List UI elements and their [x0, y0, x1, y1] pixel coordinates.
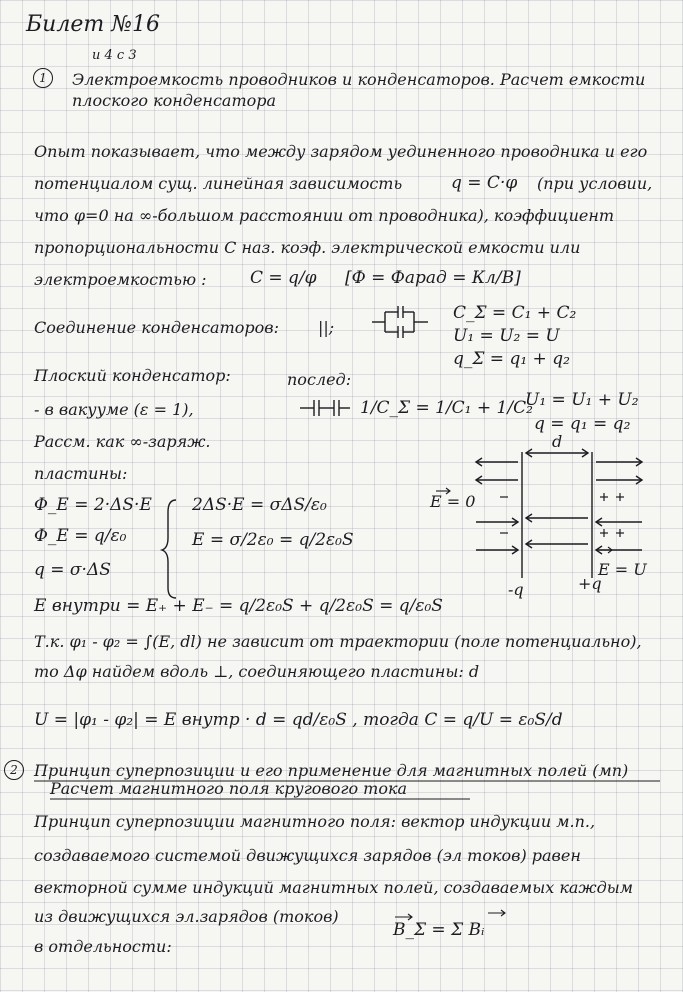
series-capacitor-icon [300, 400, 350, 416]
infinite-plates-line-1: Рассм. как ∞-заряж. [34, 432, 211, 451]
system-brace [162, 500, 176, 598]
positive-plate-label: +q [578, 574, 602, 593]
formula-farad-unit: [Ф = Фарад = Кл/В] [345, 268, 521, 288]
p1-line-5: электроемкостью : [34, 270, 207, 289]
p2-line-1: Т.к. φ₁ - φ₂ = ∫(E, dl) не зависит от траектории (поле потенциально), [34, 632, 642, 651]
formula-capacitance: C = q/φ [250, 268, 317, 288]
question-2-title-line-1: Принцип суперпозиции и его применение для магнитных полей (мп) [34, 761, 629, 780]
infinite-plates-line-2: пластины: [34, 464, 128, 483]
vacuum-note: - в вакууме (ε = 1), [34, 400, 194, 419]
ticket-title: Билет №16 [26, 12, 161, 37]
connection-label: Соединение конденсаторов: [34, 318, 279, 337]
p3-line-3: векторной сумме индукций магнитных полей, создаваемых каждым [34, 878, 634, 897]
question-2-number: 2 [4, 760, 24, 780]
plate-distance-label: d [552, 432, 563, 451]
field-inside-label: E = U [598, 560, 647, 579]
p3-line-2: создаваемого системой движущихся зарядов (эл токов) равен [34, 846, 581, 865]
series-voltage: U₁ = U₁ + U₂ [525, 390, 639, 410]
plate-charge-marks [500, 493, 624, 537]
parallel-capacitor-icon [372, 306, 428, 338]
p1-line-3: что φ=0 на ∞-большом расстоянии от проводника), коэффициент [34, 206, 615, 225]
p2-line-2: то Δφ найдем вдоль ⊥, соединяющего пластины: d [34, 662, 480, 681]
p1-line-4: пропорциональности C наз. коэф. электрической емкости или [34, 238, 581, 257]
parallel-capacitance: C_Σ = C₁ + C₂ [453, 303, 577, 323]
flat-capacitor-label: Плоский конденсатор: [34, 366, 231, 385]
p1-line-1: Опыт показывает, что между зарядом уединенного проводника и его [34, 142, 648, 161]
plate-field-diagram [476, 449, 642, 578]
p1-line-2: потенциалом сущ. линейная зависимость [34, 174, 403, 193]
parallel-voltage: U₁ = U₂ = U [453, 326, 560, 346]
question-1-title-line-1: Электроемкость проводников и конденсаторов. Расчет емкости [72, 70, 646, 89]
p3-line-5: в отдельности: [34, 937, 172, 956]
p1-line-2b: (при условии, [537, 174, 653, 193]
series-label: послед: [287, 370, 352, 389]
parallel-symbol: ||; [318, 318, 335, 337]
field-eq: E = σ/2ε₀ = q/2ε₀S [192, 530, 354, 550]
flux-eq-2: Φ_E = q/ε₀ [34, 526, 127, 546]
gauss-eq: 2ΔS·E = σΔS/ε₀ [192, 495, 327, 515]
capacitance-result: U = |φ₁ - φ₂| = E внутр · d = qd/ε₀S , тогда C = q/U = ε₀S/d [34, 710, 563, 730]
formula-q-c-phi: q = C·φ [451, 173, 518, 193]
negative-plate-label: -q [508, 580, 524, 599]
series-charge: q = q₁ = q₂ [534, 414, 631, 434]
question-1-number: 1 [33, 68, 53, 88]
p3-line-4: из движущихся эл.зарядов (токов) [34, 907, 339, 926]
charge-eq: q = σ·ΔS [34, 560, 111, 580]
series-capacitance: 1/C_Σ = 1/C₁ + 1/C₂ [360, 398, 533, 418]
question-2-title-line-2: Расчет магнитного поля кругового тока [50, 779, 408, 798]
superposition-formula: B_Σ = Σ Bᵢ [393, 920, 485, 940]
field-outside-label: E = 0 [430, 492, 476, 511]
flux-eq-1: Φ_E = 2·ΔS·E [34, 495, 152, 515]
ticket-note: и 4 с 3 [92, 48, 137, 63]
parallel-charge: q_Σ = q₁ + q₂ [453, 349, 570, 369]
p3-line-1: Принцип суперпозиции магнитного поля: вектор индукции м.п., [34, 812, 596, 831]
question-1-title-line-2: плоского конденсатора [72, 91, 277, 110]
field-inside-eq: E внутри = E₊ + E₋ = q/2ε₀S + q/2ε₀S = q/ε₀S [34, 596, 443, 616]
